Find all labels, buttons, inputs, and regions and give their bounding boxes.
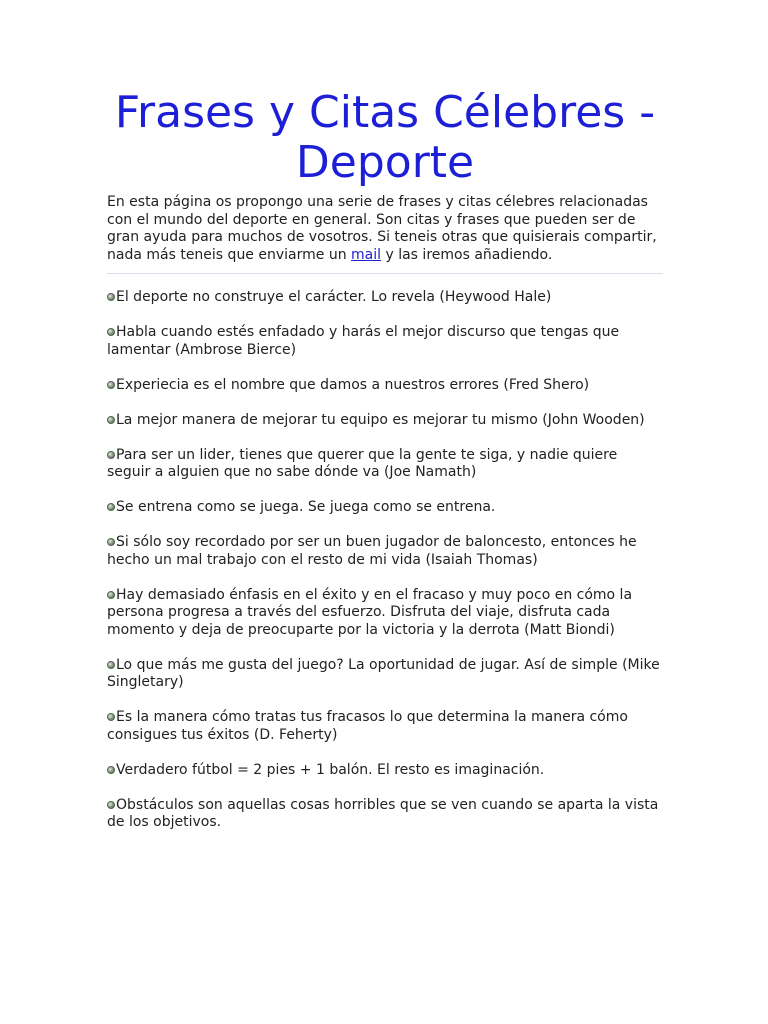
quote-item (107, 587, 663, 640)
round-bullet-icon (107, 451, 115, 459)
quote-item (107, 499, 663, 517)
round-bullet-icon (107, 661, 115, 669)
intro-paragraph (107, 194, 663, 264)
round-bullet-icon (107, 801, 115, 809)
round-bullet-icon (107, 591, 115, 599)
quote-item (107, 412, 663, 430)
document-page (107, 88, 663, 849)
quote-text: Se entrena como se juega. Se juega como se entrena. (116, 499, 496, 515)
round-bullet-icon (107, 766, 115, 774)
intro-text-start: En esta página os propongo una serie de frases y citas célebres relacionadas con el mundo del deporte en general. Son citas y frases que pueden ser de gran ayuda para muchos de vosotros. Si teneis otras que quisierais compartir, nada más teneis que enviarme un (107, 194, 657, 263)
round-bullet-icon (107, 538, 115, 546)
quote-text: Es la manera cómo tratas tus fracasos lo que determina la manera cómo consigues tus éxitos (D. Feherty) (107, 709, 628, 743)
quote-list (107, 289, 663, 832)
round-bullet-icon (107, 328, 115, 336)
quote-item (107, 709, 663, 744)
quote-text: Obstáculos son aquellas cosas horribles que se ven cuando se aparta la vista de los objetivos. (107, 796, 659, 830)
round-bullet-icon (107, 381, 115, 389)
quote-text: La mejor manera de mejorar tu equipo es mejorar tu mismo (John Wooden) (116, 411, 645, 428)
quote-item (107, 534, 663, 569)
quote-text: Si sólo soy recordado por ser un buen jugador de baloncesto, entonces he hecho un mal trabajo con el resto de mi vida (Isaiah Thomas) (107, 534, 637, 568)
quote-text: Verdadero fútbol = 2 pies + 1 balón. El resto es imaginación. (116, 761, 545, 778)
quote-text: El deporte no construye el carácter. Lo revela (Heywood Hale) (116, 289, 552, 305)
round-bullet-icon (107, 503, 115, 511)
divider (107, 273, 663, 274)
intro-text-end: y las iremos añadiendo. (381, 246, 553, 263)
quote-item (107, 324, 663, 359)
quote-text: Lo que más me gusta del juego? La oportunidad de jugar. Así de simple (Mike Singletary) (107, 656, 660, 690)
quote-item (107, 447, 663, 482)
round-bullet-icon (107, 416, 115, 424)
quote-item (107, 377, 663, 395)
quote-text: Para ser un lider, tienes que querer que la gente te siga, y nadie quiere seguir a alguien que no sabe dónde va (Joe Namath) (107, 446, 618, 480)
round-bullet-icon (107, 713, 115, 721)
quote-text: Experiecia es el nombre que damos a nuestros errores (Fred Shero) (116, 376, 590, 393)
quote-item (107, 289, 663, 307)
round-bullet-icon (107, 293, 115, 301)
quote-text: Hay demasiado énfasis en el éxito y en el fracaso y muy poco en cómo la persona progresa a través del esfuerzo. Disfruta del viaje, disfruta cada momento y deja de preocuparte por la victoria y la derrota (Matt Biondi) (107, 586, 633, 638)
page-title: Frases y Citas Célebres -Deporte (114, 87, 656, 188)
quote-text: Habla cuando estés enfadado y harás el mejor discurso que tengas que lamentar (Ambrose Bierce) (107, 324, 620, 358)
mail-link[interactable]: mail (351, 246, 382, 263)
quote-item (107, 657, 663, 692)
quote-item (107, 762, 663, 780)
quote-item (107, 797, 663, 832)
